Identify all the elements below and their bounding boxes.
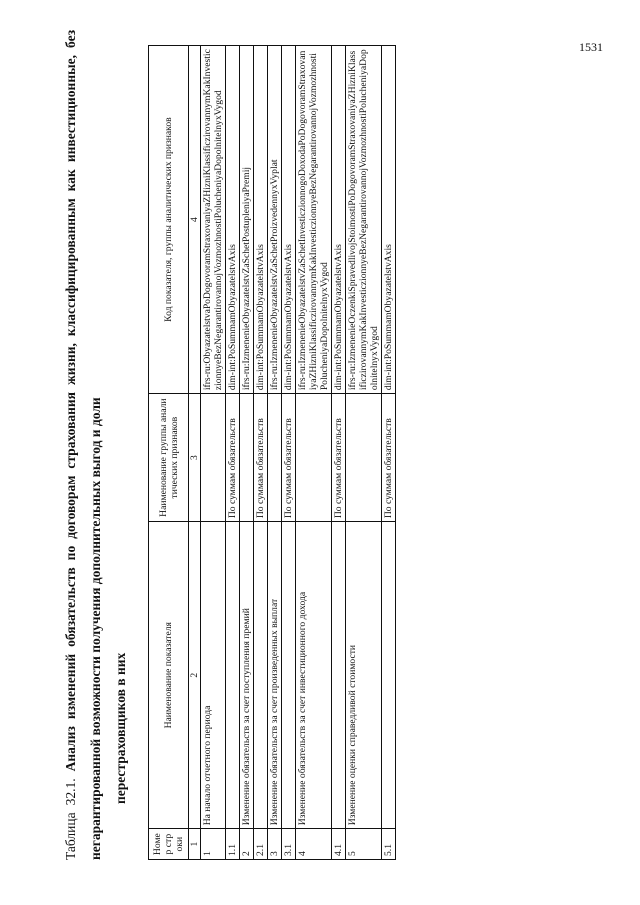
row-number: 4.1 xyxy=(332,829,346,860)
indicator-code: dim-int:PoSummamObyazatelstvAxis xyxy=(382,46,396,394)
indicator-code: ifrs-ru:IzmenenieObyazatelstvZaSchetPostupleniyaPremij xyxy=(240,46,254,394)
analysis-table xyxy=(148,45,396,860)
indicator-name xyxy=(382,522,396,829)
caption-title-line1: Анализ изменений обязательств по договорам страхования жизни, классифицированным как xyxy=(63,169,78,772)
caption-title-line3: перестраховщиков в них xyxy=(113,652,128,804)
header-indicator-name: Наименование показателя xyxy=(149,522,189,829)
row-number: 3.1 xyxy=(282,829,296,860)
indicator-code: ifrs-ru:IzmenenieOczenkiSpravedlivojStoimostiPoDogovoramStraxovaniyaZHizniKlassificzirovannymKakInvesticzionnyeBezNegarantirovannojVozmozhnostiPolucheniyaDopolnitelnyxVygod xyxy=(346,46,382,394)
indicator-code: ifrs-ru:IzmenenieObyazatelstvZaSchetProizvedennyxVyplat xyxy=(268,46,282,394)
table-row xyxy=(240,46,254,860)
table-row xyxy=(201,46,226,860)
indicator-name: Изменение обязательств за счет поступления премий xyxy=(240,522,254,829)
table-row xyxy=(296,46,332,860)
table-row xyxy=(268,46,282,860)
indicator-name: На начало отчетного периода xyxy=(201,522,226,829)
row-number: 5.1 xyxy=(382,829,396,860)
table-row xyxy=(382,46,396,860)
column-number: 1 xyxy=(189,829,201,860)
row-number: 1 xyxy=(201,829,226,860)
column-number-row xyxy=(189,46,201,860)
header-indicator-code: Код показателя, группы аналитических признаков xyxy=(149,46,189,394)
header-group-name: Наименование группы аналитических признаков xyxy=(149,394,189,522)
caption-title-line2: инвестиционные, без негарантированной возможности получения дополнительных выгод и доли xyxy=(63,29,103,860)
indicator-name xyxy=(254,522,268,829)
table-row xyxy=(226,46,240,860)
row-number: 5 xyxy=(346,829,382,860)
group-name xyxy=(296,394,332,522)
indicator-code: dim-int:PoSummamObyazatelstvAxis xyxy=(332,46,346,394)
table-row xyxy=(346,46,382,860)
column-number: 3 xyxy=(189,394,201,522)
column-number: 4 xyxy=(189,46,201,394)
indicator-name xyxy=(282,522,296,829)
group-name xyxy=(240,394,254,522)
indicator-code: dim-int:PoSummamObyazatelstvAxis xyxy=(282,46,296,394)
indicator-name xyxy=(332,522,346,829)
indicator-name xyxy=(226,522,240,829)
row-number: 4 xyxy=(296,829,332,860)
header-row-number: Номер строки xyxy=(149,829,189,860)
group-name: По суммам обязательств xyxy=(226,394,240,522)
column-number: 2 xyxy=(189,522,201,829)
page-number: 1531 xyxy=(579,40,603,54)
group-name: По суммам обязательств xyxy=(254,394,268,522)
row-number: 2 xyxy=(240,829,254,860)
rotated-content xyxy=(50,20,590,880)
indicator-code: ifrs-ru:IzmenenieObyazatelstvZaSchetInvesticzionnogoDoxodaPoDogovoramStraxovaniyaZHizniKlassificzirovannymKakInvesticzionnyeBezNegarantirovannojVozmozhnostiPolucheniyaDopolnitelnyxVygod xyxy=(296,46,332,394)
table-row xyxy=(282,46,296,860)
indicator-code: ifrs-ru:ObyazatelstvaPoDogovoramStraxovaniyaZHizniKlassificzirovannymKakInvesticzionnyeBezNegarantirovannojVozmozhnostiPolucheniyaDopolnitelnyxVygod xyxy=(201,46,226,394)
table-header-row xyxy=(149,46,189,860)
indicator-name: Изменение обязательств за счет инвестиционного дохода xyxy=(296,522,332,829)
group-name xyxy=(268,394,282,522)
group-name: По суммам обязательств xyxy=(282,394,296,522)
group-name: По суммам обязательств xyxy=(382,394,396,522)
table-caption xyxy=(58,30,133,860)
indicator-name: Изменение оценки справедливой стоимости xyxy=(346,522,382,829)
indicator-code: dim-int:PoSummamObyazatelstvAxis xyxy=(254,46,268,394)
indicator-code: dim-int:PoSummamObyazatelstvAxis xyxy=(226,46,240,394)
row-number: 3 xyxy=(268,829,282,860)
group-name: По суммам обязательств xyxy=(332,394,346,522)
row-number: 1.1 xyxy=(226,829,240,860)
table-row xyxy=(332,46,346,860)
group-name xyxy=(201,394,226,522)
table-row xyxy=(254,46,268,860)
indicator-name: Изменение обязательств за счет произведенных выплат xyxy=(268,522,282,829)
group-name xyxy=(346,394,382,522)
row-number: 2.1 xyxy=(254,829,268,860)
caption-prefix: Таблица 32.1. xyxy=(63,778,78,860)
